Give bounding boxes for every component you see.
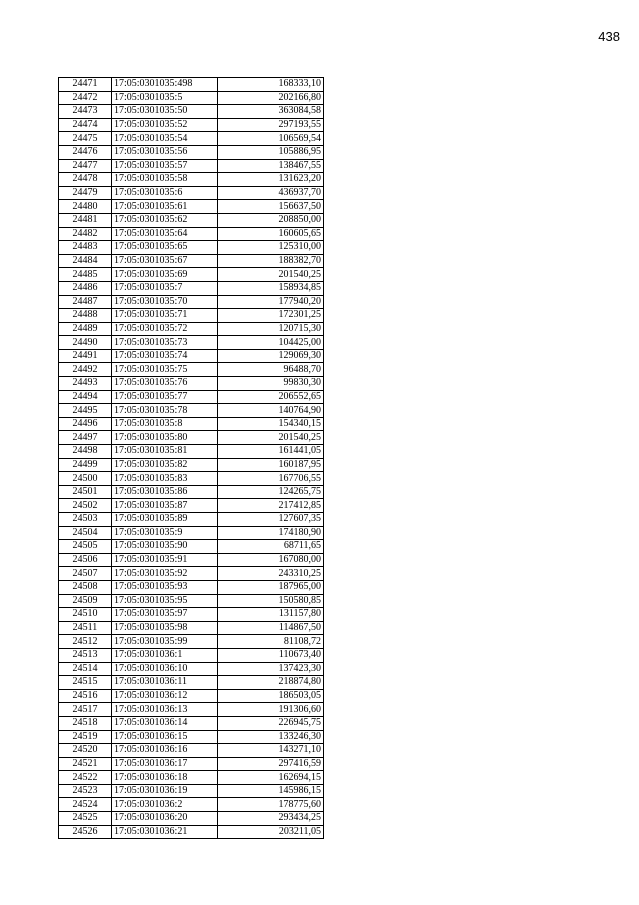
- amount-cell: 125310,00: [218, 241, 324, 255]
- amount-cell: 156637,50: [218, 200, 324, 214]
- cadastral-number-cell: 17:05:0301035:64: [112, 227, 218, 241]
- amount-cell: 202166,80: [218, 91, 324, 105]
- row-id-cell: 24502: [59, 499, 112, 513]
- amount-cell: 201540,25: [218, 268, 324, 282]
- row-id-cell: 24524: [59, 798, 112, 812]
- cadastral-number-cell: 17:05:0301035:99: [112, 635, 218, 649]
- row-id-cell: 24510: [59, 608, 112, 622]
- cadastral-number-cell: 17:05:0301035:81: [112, 445, 218, 459]
- amount-cell: 120715,30: [218, 322, 324, 336]
- row-id-cell: 24494: [59, 390, 112, 404]
- table-row: [59, 648, 324, 662]
- table-row: [59, 744, 324, 758]
- cadastral-number-cell: 17:05:0301035:82: [112, 458, 218, 472]
- cadastral-number-cell: 17:05:0301035:65: [112, 241, 218, 255]
- row-id-cell: 24491: [59, 349, 112, 363]
- cadastral-number-cell: 17:05:0301036:21: [112, 825, 218, 839]
- cadastral-number-cell: 17:05:0301035:97: [112, 608, 218, 622]
- table-row: [59, 798, 324, 812]
- row-id-cell: 24476: [59, 145, 112, 159]
- row-id-cell: 24493: [59, 377, 112, 391]
- cadastral-number-cell: 17:05:0301036:14: [112, 716, 218, 730]
- amount-cell: 187965,00: [218, 580, 324, 594]
- amount-cell: 131157,80: [218, 608, 324, 622]
- amount-cell: 188382,70: [218, 254, 324, 268]
- cadastral-number-cell: 17:05:0301035:71: [112, 309, 218, 323]
- cadastral-number-cell: 17:05:0301035:5: [112, 91, 218, 105]
- cadastral-number-cell: 17:05:0301035:74: [112, 349, 218, 363]
- cadastral-number-cell: 17:05:0301035:50: [112, 105, 218, 119]
- page-number: 438: [598, 29, 620, 44]
- cadastral-number-cell: 17:05:0301035:9: [112, 526, 218, 540]
- table-row: [59, 213, 324, 227]
- table-row: [59, 173, 324, 187]
- amount-cell: 150580,85: [218, 594, 324, 608]
- cadastral-number-cell: 17:05:0301035:93: [112, 580, 218, 594]
- table-row: [59, 485, 324, 499]
- row-id-cell: 24512: [59, 635, 112, 649]
- cadastral-number-cell: 17:05:0301035:75: [112, 363, 218, 377]
- table-row: [59, 730, 324, 744]
- amount-cell: 167080,00: [218, 553, 324, 567]
- row-id-cell: 24523: [59, 784, 112, 798]
- amount-cell: 131623,20: [218, 173, 324, 187]
- row-id-cell: 24474: [59, 118, 112, 132]
- row-id-cell: 24514: [59, 662, 112, 676]
- row-id-cell: 24520: [59, 744, 112, 758]
- table-row: [59, 322, 324, 336]
- cadastral-number-cell: 17:05:0301035:95: [112, 594, 218, 608]
- cadastral-number-cell: 17:05:0301035:61: [112, 200, 218, 214]
- amount-cell: 129069,30: [218, 349, 324, 363]
- cadastral-number-cell: 17:05:0301035:70: [112, 295, 218, 309]
- row-id-cell: 24517: [59, 703, 112, 717]
- row-id-cell: 24488: [59, 309, 112, 323]
- row-id-cell: 24513: [59, 648, 112, 662]
- row-id-cell: 24480: [59, 200, 112, 214]
- row-id-cell: 24521: [59, 757, 112, 771]
- amount-cell: 186503,05: [218, 689, 324, 703]
- amount-cell: 104425,00: [218, 336, 324, 350]
- table-row: [59, 458, 324, 472]
- row-id-cell: 24498: [59, 445, 112, 459]
- amount-cell: 226945,75: [218, 716, 324, 730]
- table-row: [59, 703, 324, 717]
- row-id-cell: 24515: [59, 676, 112, 690]
- row-id-cell: 24472: [59, 91, 112, 105]
- row-id-cell: 24501: [59, 485, 112, 499]
- table-row: [59, 227, 324, 241]
- table-row: [59, 472, 324, 486]
- table-row: [59, 716, 324, 730]
- amount-cell: 206552,65: [218, 390, 324, 404]
- row-id-cell: 24526: [59, 825, 112, 839]
- table-row: [59, 132, 324, 146]
- cadastral-number-cell: 17:05:0301036:19: [112, 784, 218, 798]
- row-id-cell: 24484: [59, 254, 112, 268]
- amount-cell: 145986,15: [218, 784, 324, 798]
- table-row: [59, 635, 324, 649]
- amount-cell: 133246,30: [218, 730, 324, 744]
- table-row: [59, 662, 324, 676]
- cadastral-number-cell: 17:05:0301035:67: [112, 254, 218, 268]
- amount-cell: 158934,85: [218, 281, 324, 295]
- row-id-cell: 24478: [59, 173, 112, 187]
- amount-cell: 297416,59: [218, 757, 324, 771]
- table-row: [59, 363, 324, 377]
- cadastral-number-cell: 17:05:0301035:57: [112, 159, 218, 173]
- amount-cell: 138467,55: [218, 159, 324, 173]
- cadastral-number-cell: 17:05:0301035:6: [112, 186, 218, 200]
- amount-cell: 81108,72: [218, 635, 324, 649]
- row-id-cell: 24490: [59, 336, 112, 350]
- cadastral-number-cell: 17:05:0301035:83: [112, 472, 218, 486]
- amount-cell: 124265,75: [218, 485, 324, 499]
- row-id-cell: 24483: [59, 241, 112, 255]
- amount-cell: 160605,65: [218, 227, 324, 241]
- cadastral-number-cell: 17:05:0301036:1: [112, 648, 218, 662]
- row-id-cell: 24505: [59, 540, 112, 554]
- table-row: [59, 349, 324, 363]
- row-id-cell: 24473: [59, 105, 112, 119]
- row-id-cell: 24509: [59, 594, 112, 608]
- amount-cell: 161441,05: [218, 445, 324, 459]
- cadastral-number-cell: 17:05:0301035:80: [112, 431, 218, 445]
- amount-cell: 201540,25: [218, 431, 324, 445]
- amount-cell: 168333,10: [218, 78, 324, 92]
- cadastral-number-cell: 17:05:0301035:52: [112, 118, 218, 132]
- table-row: [59, 336, 324, 350]
- data-table: [58, 77, 324, 839]
- table-row: [59, 580, 324, 594]
- table-row: [59, 159, 324, 173]
- table-row: [59, 526, 324, 540]
- cadastral-number-cell: 17:05:0301035:86: [112, 485, 218, 499]
- cadastral-number-cell: 17:05:0301036:2: [112, 798, 218, 812]
- amount-cell: 243310,25: [218, 567, 324, 581]
- table-row: [59, 499, 324, 513]
- table-row: [59, 757, 324, 771]
- amount-cell: 143271,10: [218, 744, 324, 758]
- row-id-cell: 24475: [59, 132, 112, 146]
- table-row: [59, 431, 324, 445]
- cadastral-number-cell: 17:05:0301035:58: [112, 173, 218, 187]
- table-row: [59, 784, 324, 798]
- table-row: [59, 118, 324, 132]
- cadastral-number-cell: 17:05:0301035:56: [112, 145, 218, 159]
- amount-cell: 106569,54: [218, 132, 324, 146]
- cadastral-number-cell: 17:05:0301035:54: [112, 132, 218, 146]
- cadastral-number-cell: 17:05:0301036:16: [112, 744, 218, 758]
- cadastral-number-cell: 17:05:0301035:98: [112, 621, 218, 635]
- table-row: [59, 689, 324, 703]
- table-row: [59, 540, 324, 554]
- amount-cell: 191306,60: [218, 703, 324, 717]
- table-row: [59, 241, 324, 255]
- row-id-cell: 24486: [59, 281, 112, 295]
- table-row: [59, 404, 324, 418]
- amount-cell: 203211,05: [218, 825, 324, 839]
- table-row: [59, 608, 324, 622]
- row-id-cell: 24477: [59, 159, 112, 173]
- table-row: [59, 567, 324, 581]
- row-id-cell: 24508: [59, 580, 112, 594]
- table-row: [59, 268, 324, 282]
- cadastral-number-cell: 17:05:0301035:7: [112, 281, 218, 295]
- table-row: [59, 309, 324, 323]
- table-row: [59, 825, 324, 839]
- row-id-cell: 24485: [59, 268, 112, 282]
- table-row: [59, 78, 324, 92]
- amount-cell: 114867,50: [218, 621, 324, 635]
- table-row: [59, 594, 324, 608]
- cadastral-number-cell: 17:05:0301035:498: [112, 78, 218, 92]
- amount-cell: 174180,90: [218, 526, 324, 540]
- row-id-cell: 24499: [59, 458, 112, 472]
- cadastral-number-cell: 17:05:0301035:8: [112, 417, 218, 431]
- amount-cell: 178775,60: [218, 798, 324, 812]
- amount-cell: 218874,80: [218, 676, 324, 690]
- amount-cell: 293434,25: [218, 812, 324, 826]
- row-id-cell: 24481: [59, 213, 112, 227]
- amount-cell: 99830,30: [218, 377, 324, 391]
- row-id-cell: 24492: [59, 363, 112, 377]
- cadastral-number-cell: 17:05:0301036:15: [112, 730, 218, 744]
- cadastral-number-cell: 17:05:0301035:69: [112, 268, 218, 282]
- cadastral-number-cell: 17:05:0301035:91: [112, 553, 218, 567]
- amount-cell: 127607,35: [218, 513, 324, 527]
- amount-cell: 177940,20: [218, 295, 324, 309]
- table-body: [59, 78, 324, 839]
- table-row: [59, 254, 324, 268]
- row-id-cell: 24519: [59, 730, 112, 744]
- row-id-cell: 24516: [59, 689, 112, 703]
- cadastral-number-cell: 17:05:0301036:18: [112, 771, 218, 785]
- cadastral-number-cell: 17:05:0301035:92: [112, 567, 218, 581]
- cadastral-number-cell: 17:05:0301035:62: [112, 213, 218, 227]
- table-row: [59, 771, 324, 785]
- amount-cell: 105886,95: [218, 145, 324, 159]
- row-id-cell: 24522: [59, 771, 112, 785]
- row-id-cell: 24511: [59, 621, 112, 635]
- row-id-cell: 24500: [59, 472, 112, 486]
- cadastral-number-cell: 17:05:0301036:20: [112, 812, 218, 826]
- table-row: [59, 676, 324, 690]
- table-row: [59, 186, 324, 200]
- cadastral-number-cell: 17:05:0301035:76: [112, 377, 218, 391]
- amount-cell: 162694,15: [218, 771, 324, 785]
- cadastral-number-cell: 17:05:0301036:13: [112, 703, 218, 717]
- row-id-cell: 24479: [59, 186, 112, 200]
- amount-cell: 110673,40: [218, 648, 324, 662]
- cadastral-number-cell: 17:05:0301036:11: [112, 676, 218, 690]
- table-row: [59, 445, 324, 459]
- cadastral-number-cell: 17:05:0301035:87: [112, 499, 218, 513]
- amount-cell: 363084,58: [218, 105, 324, 119]
- row-id-cell: 24471: [59, 78, 112, 92]
- cadastral-number-cell: 17:05:0301036:12: [112, 689, 218, 703]
- row-id-cell: 24525: [59, 812, 112, 826]
- amount-cell: 167706,55: [218, 472, 324, 486]
- table-row: [59, 105, 324, 119]
- amount-cell: 154340,15: [218, 417, 324, 431]
- cadastral-number-cell: 17:05:0301035:89: [112, 513, 218, 527]
- cadastral-number-cell: 17:05:0301035:78: [112, 404, 218, 418]
- row-id-cell: 24489: [59, 322, 112, 336]
- amount-cell: 217412,85: [218, 499, 324, 513]
- table-row: [59, 145, 324, 159]
- amount-cell: 436937,70: [218, 186, 324, 200]
- table-row: [59, 417, 324, 431]
- row-id-cell: 24503: [59, 513, 112, 527]
- amount-cell: 208850,00: [218, 213, 324, 227]
- cadastral-number-cell: 17:05:0301035:90: [112, 540, 218, 554]
- row-id-cell: 24518: [59, 716, 112, 730]
- cadastral-number-cell: 17:05:0301035:73: [112, 336, 218, 350]
- amount-cell: 172301,25: [218, 309, 324, 323]
- row-id-cell: 24507: [59, 567, 112, 581]
- table-row: [59, 513, 324, 527]
- row-id-cell: 24487: [59, 295, 112, 309]
- amount-cell: 160187,95: [218, 458, 324, 472]
- table-row: [59, 91, 324, 105]
- table-row: [59, 553, 324, 567]
- table-row: [59, 621, 324, 635]
- amount-cell: 68711,65: [218, 540, 324, 554]
- amount-cell: 137423,30: [218, 662, 324, 676]
- cadastral-number-cell: 17:05:0301035:77: [112, 390, 218, 404]
- cadastral-number-cell: 17:05:0301036:10: [112, 662, 218, 676]
- row-id-cell: 24482: [59, 227, 112, 241]
- amount-cell: 96488,70: [218, 363, 324, 377]
- amount-cell: 297193,55: [218, 118, 324, 132]
- table-row: [59, 200, 324, 214]
- amount-cell: 140764,90: [218, 404, 324, 418]
- table-row: [59, 377, 324, 391]
- row-id-cell: 24496: [59, 417, 112, 431]
- row-id-cell: 24506: [59, 553, 112, 567]
- table-row: [59, 295, 324, 309]
- cadastral-number-cell: 17:05:0301035:72: [112, 322, 218, 336]
- cadastral-number-cell: 17:05:0301036:17: [112, 757, 218, 771]
- table-row: [59, 812, 324, 826]
- table-row: [59, 390, 324, 404]
- table-row: [59, 281, 324, 295]
- row-id-cell: 24495: [59, 404, 112, 418]
- row-id-cell: 24497: [59, 431, 112, 445]
- row-id-cell: 24504: [59, 526, 112, 540]
